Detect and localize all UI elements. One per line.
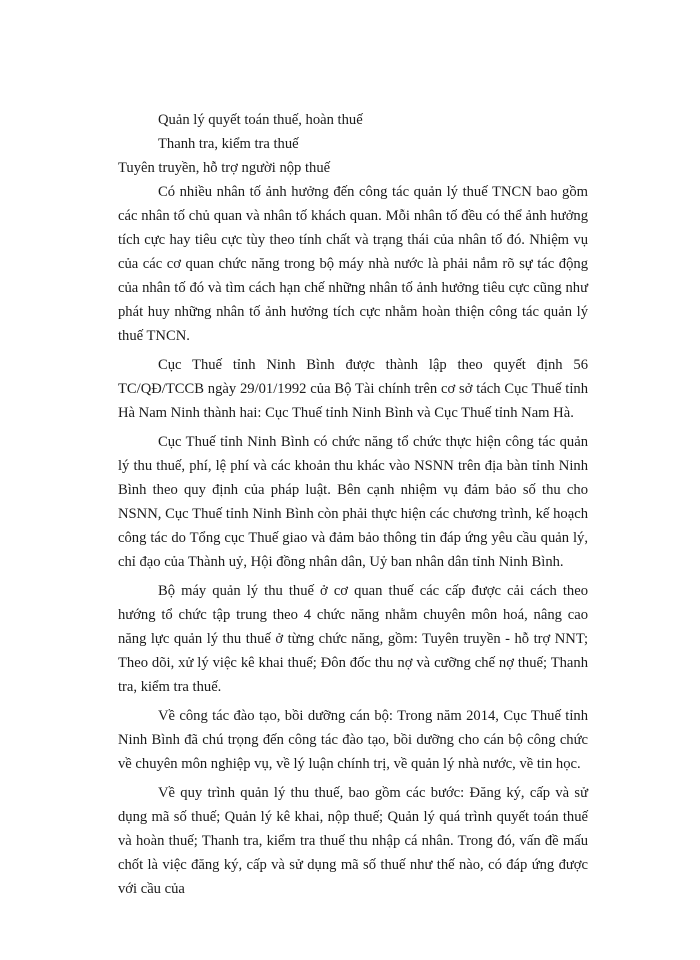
list-line-inspection: Thanh tra, kiểm tra thuế (158, 136, 299, 152)
paragraph-establishment: Cục Thuế tỉnh Ninh Bình được thành lập theo quyết định 56 TC/QĐ/TCCB ngày 29/01/1992 của Bộ Tài chính trên cơ sở tách Cục Thuế tỉnh Hà Nam Ninh thành hai: Cục Thuế tỉnh Ninh Bình và Cục Thuế tỉnh Nam Hà. (118, 357, 588, 421)
paragraph-procedure: Về quy trình quản lý thu thuế, bao gồm các bước: Đăng ký, cấp và sử dụng mã số thuế; Quản lý kê khai, nộp thuế; Quản lý quá trình quyết toán thuế và hoàn thuế; Thanh tra, kiểm tra thuế thu nhập cá nhân. Trong đó, vấn đề mấu chốt là việc đăng ký, cấp và sử dụng mã số thuế như thế nào, có đáp ứng được với cầu của (118, 785, 588, 897)
paragraph-training: Về công tác đào tạo, bồi dưỡng cán bộ: Trong năm 2014, Cục Thuế tỉnh Ninh Bình đã chú trọng đến công tác đào tạo, bồi dưỡng cho cán bộ công chức về chuyên môn nghiệp vụ, về lý luận chính trị, về quản lý nhà nước, về tin học. (118, 708, 588, 772)
document-body (118, 108, 588, 901)
paragraph-functions: Cục Thuế tỉnh Ninh Bình có chức năng tổ chức thực hiện công tác quản lý thu thuế, phí, lệ phí và các khoản thu khác vào NSNN trên địa bàn tỉnh Ninh Bình theo quy định của pháp luật. Bên cạnh nhiệm vụ đảm bảo số thu cho NSNN, Cục Thuế tỉnh Ninh Bình còn phải thực hiện các chương trình, kế hoạch công tác do Tổng cục Thuế giao và đảm bảo thông tin đáp ứng yêu cầu quản lý, chỉ đạo của Thành uỷ, Hội đồng nhân dân, Uỷ ban nhân dân tỉnh Ninh Bình. (118, 434, 588, 570)
list-line-propaganda-support: Tuyên truyền, hỗ trợ người nộp thuế (118, 160, 331, 176)
paragraph-factors: Có nhiều nhân tố ảnh hưởng đến công tác quản lý thuế TNCN bao gồm các nhân tố chủ quan và nhân tố khách quan. Mỗi nhân tố đều có thể ảnh hưởng tích cực hay tiêu cực tùy theo tính chất và trạng thái của nhân tố đó. Nhiệm vụ của các cơ quan chức năng trong bộ máy nhà nước là phải nắm rõ sự tác động của nhân tố đó và tìm cách hạn chế những nhân tố ảnh hưởng tiêu cực cũng như phát huy những nhân tố ảnh hưởng tích cực nhằm hoàn thiện công tác quản lý thuế TNCN. (118, 184, 588, 344)
paragraph-apparatus: Bộ máy quản lý thu thuế ở cơ quan thuế các cấp được cải cách theo hướng tổ chức tập trung theo 4 chức năng nhằm chuyên môn hoá, nâng cao năng lực quản lý thu thuế ở từng chức năng, gồm: Tuyên truyền - hỗ trợ NNT; Theo dõi, xử lý việc kê khai thuế; Đôn đốc thu nợ và cưỡng chế nợ thuế; Thanh tra, kiểm tra thuế. (118, 583, 588, 695)
list-line-settlement-refund: Quản lý quyết toán thuế, hoàn thuế (158, 112, 363, 128)
